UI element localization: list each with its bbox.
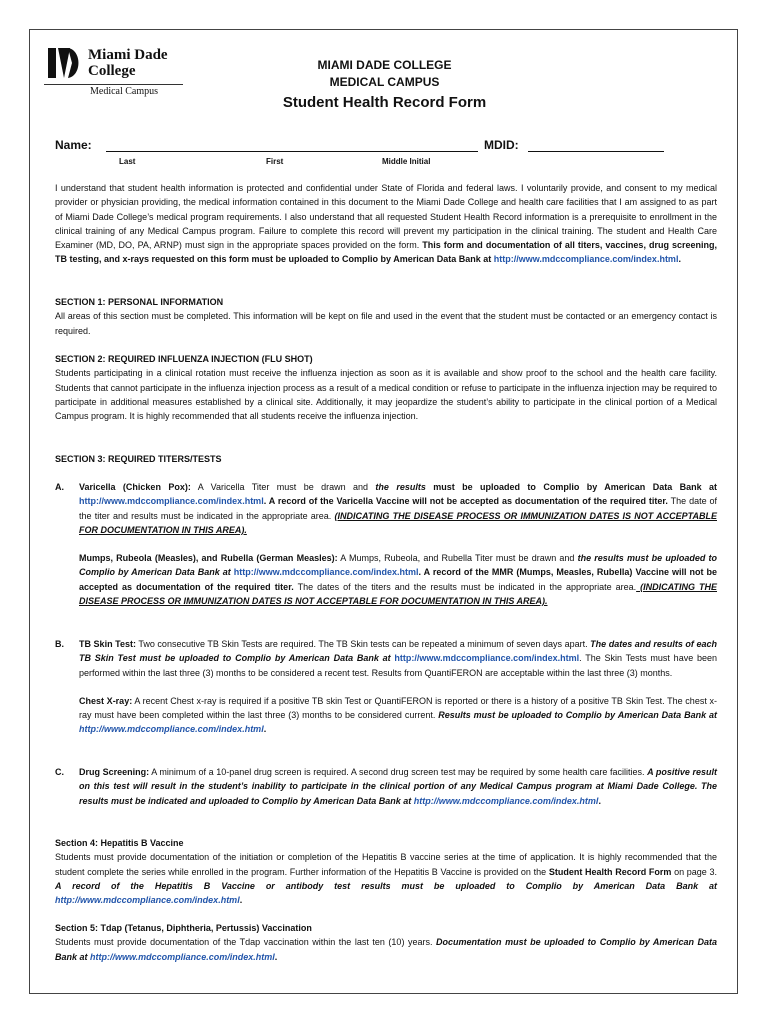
section5-end: . — [274, 951, 278, 962]
varicella-bold2: . A record of the Varicella Vaccine will not be accepted as documentation of the required titer. — [263, 496, 668, 507]
section5 — [55, 921, 717, 964]
intro-bold-text: This form and documentation of all titers, vaccines, drug screening, TB testing, and x-rays requested on this form must be uploaded to Complio by American Data Bank at — [55, 240, 717, 265]
intro-paragraph — [55, 181, 717, 267]
intro-text: I understand that student health information is protected and confidential under State of Florida and federal laws. I voluntarily provide, and consent to my medical provider or physician providing, the medical information contained in this document to the Miami Dade College and health care facilities that I am assigned to as part of Miami Dade College’s medical program requirements. I also understand that all requested Student Health Record information is a prerequisite to enrollment in the clinical training of any Medical Campus program. Failure to complete this record will prevent my participation in the clinical training. The student and Health Care Examiner (MD, DO, PA, ARNP) must sign in the appropriate spaces provided on the form. — [55, 183, 717, 251]
varicella-text2: The date of the titer and results must be indicated in the appropriate area. — [79, 496, 717, 521]
item-a-label: A. — [55, 482, 64, 492]
mmr-emph: the results must be uploaded to Complio by American Data Bank at — [79, 553, 717, 578]
item-c-label: C. — [55, 767, 64, 777]
drug-heading: Drug Screening: — [79, 767, 150, 777]
college-logo — [44, 44, 183, 100]
intro-end: . — [678, 254, 681, 265]
varicella-notice: (INDICATING THE DISEASE PROCESS OR IMMUNIZATION DATES IS NOT ACCEPTABLE FOR DOCUMENTATION IN THIS AREA). — [79, 510, 717, 535]
xray-end: . — [263, 724, 267, 735]
mmr-text2: The dates of the titers and the results must be indicated in the appropriate area. — [293, 581, 637, 592]
tb-link[interactable]: http://www.mdccompliance.com/index.html — [394, 653, 580, 664]
mmr-heading: Mumps, Rubeola (Measles), and Rubella (German Measles): — [79, 553, 338, 564]
section2 — [55, 352, 717, 423]
intro-link[interactable]: http://www.mdccompliance.com/index.html — [493, 254, 679, 265]
xray-emph: Results must be uploaded to Complio by American Data Bank at — [438, 710, 718, 721]
logo-line1: Miami Dade — [88, 47, 168, 63]
first-name-caption: First — [266, 157, 284, 166]
tb-heading: TB Skin Test: — [79, 639, 136, 649]
section4-bold: Student Health Record Form — [548, 866, 672, 877]
section3-item-b — [55, 637, 717, 737]
varicella-link[interactable]: http://www.mdccompliance.com/index.html — [79, 496, 264, 507]
tb-text2: . The Skin Tests must have been performed within the last three (3) months to be considered a recent test. Results from QuantiFERON are acceptable within the last three (3) months. — [79, 653, 717, 678]
section2-title: SECTION 2: REQUIRED INFLUENZA INJECTION (FLU SHOT) — [55, 354, 313, 364]
logo-line2: College — [88, 63, 136, 79]
college-name: MIAMI DADE COLLEGE — [317, 58, 452, 72]
middle-initial-caption: Middle Initial — [382, 157, 431, 166]
varicella-text: A Varicella Titer must be drawn and — [190, 482, 376, 492]
mmr-text: A Mumps, Rubeola, and Rubella Titer must be drawn and — [337, 553, 578, 564]
document-page — [29, 29, 738, 994]
item-b-label: B. — [55, 639, 64, 649]
form-title: Student Health Record Form — [282, 94, 487, 111]
section4-link[interactable]: http://www.mdccompliance.com/index.html — [55, 895, 240, 906]
varicella-heading: Varicella (Chicken Pox): — [79, 482, 191, 492]
xray-heading: Chest X-ray: — [79, 695, 133, 706]
drug-end: . — [598, 795, 601, 806]
mmr-bold: . A record of the MMR (Mumps, Measles, Rubella) Vaccine will not be accepted as documentation of the required titer. — [79, 567, 717, 592]
xray-link[interactable]: http://www.mdccompliance.com/index.html — [79, 724, 264, 735]
drug-text: A minimum of a 10-panel drug screen is required. A second drug screen test may be required by some health care facilities. — [149, 767, 648, 777]
varicella-bold: must be uploaded to Complio by American Data Bank at — [425, 482, 718, 492]
section5-link[interactable]: http://www.mdccompliance.com/index.html — [90, 951, 275, 962]
last-name-caption: Last — [119, 157, 136, 166]
name-field[interactable] — [106, 151, 478, 152]
section3-item-a — [55, 480, 717, 608]
item-a-varicella — [79, 480, 717, 537]
section1-text: All areas of this section must be completed. This information will be kept on file and used in the event that the student must be contacted or an emergency contact is required. — [55, 311, 717, 336]
section1 — [55, 295, 717, 338]
section3-item-c — [55, 765, 717, 808]
section5-emph: Documentation must be uploaded to Complio by American Data Bank at — [55, 937, 717, 962]
mdid-field[interactable] — [528, 151, 664, 152]
tb-text: Two consecutive TB Skin Tests are required. The TB Skin tests can be repeated a minimum of seven days apart. — [135, 639, 591, 649]
section5-title: Section 5: Tdap (Tetanus, Diphtheria, Pertussis) Vaccination — [55, 923, 312, 933]
section4-end: . — [239, 895, 243, 906]
drug-link[interactable]: http://www.mdccompliance.com/index.html — [413, 795, 599, 806]
mmr-link[interactable]: http://www.mdccompliance.com/index.html — [233, 567, 419, 578]
logo-subtitle: Medical Campus — [90, 86, 159, 97]
section4-title: Section 4: Hepatitis B Vaccine — [55, 838, 184, 848]
varicella-emph: the results — [375, 482, 426, 492]
name-label: Name: — [55, 138, 92, 152]
section4-text2: on page 3. — [671, 866, 718, 877]
section4 — [55, 836, 717, 907]
section4-emph: A record of the Hepatitis B Vaccine or antibody test results must be uploaded to Complio by American Data Bank at — [55, 880, 717, 891]
item-c-drug — [79, 765, 717, 808]
section5-text: Students must provide documentation of the Tdap vaccination within the last ten (10) years. — [55, 937, 437, 948]
item-a-mmr — [79, 551, 717, 608]
mmr-notice: (INDICATING THE DISEASE PROCESS OR IMMUNIZATION DATES IS NOT ACCEPTABLE FOR DOCUMENTATION IN THIS AREA). — [79, 581, 718, 607]
item-b-tb — [79, 637, 717, 680]
section4-text: Students must provide documentation of the initiation or completion of the Hepatitis B vaccine series at the time of application. It is highly recommended that the student complete the series while enrolled in the program. Further information of the Hepatitis B Vaccine is provided on the — [55, 852, 717, 877]
item-b-xray — [79, 694, 717, 737]
drug-emph: A positive result on this test will result in the student’s inability to participate in the clinical portion of any Medical Campus program at Miami Dade College. The results must be indicated and uploaded to Complio by American Data Bank at — [79, 767, 718, 806]
section3-title — [55, 452, 717, 466]
campus-name: MEDICAL CAMPUS — [329, 75, 440, 89]
section3-title-text: SECTION 3: REQUIRED TITERS/TESTS — [55, 454, 222, 464]
section1-title: SECTION 1: PERSONAL INFORMATION — [55, 297, 224, 307]
mdid-label: MDID: — [484, 138, 519, 152]
xray-text: A recent Chest x-ray is required if a positive TB skin Test or QuantiFERON is reported or there is a history of a positive TB Skin Test. The chest x-ray must have been completed within the last three (3) months to be considered current. — [79, 695, 718, 721]
tb-emph: The dates and results of each TB Skin Test must be uploaded to Complio by American Data Bank at — [79, 639, 717, 664]
section2-text: Students participating in a clinical rotation must receive the influenza injection as soon as it is available and show proof to the school and the health care facility. Students that cannot participate in the influenza injection process as a result of a medical condition or refuse to participate in the influenza injection may be required to participate in additional measures established by a clinical site. Additionally, it may jeopardize the student’s ability to participate in the clinical portion of a Medical Campus program. It is highly recommended that all students receive the influenza injection. — [55, 368, 717, 422]
